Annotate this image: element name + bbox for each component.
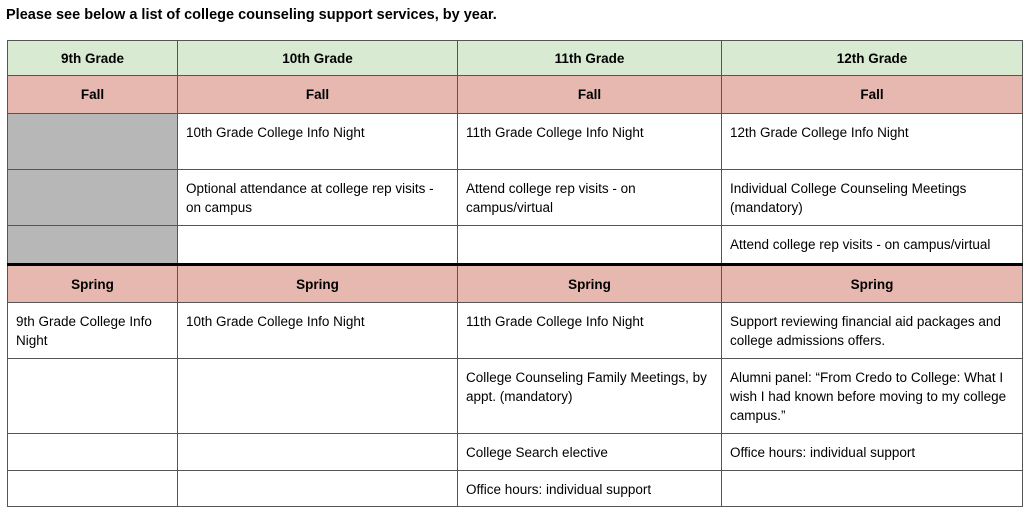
table-cell: Attend college rep visits - on campus/virtual (458, 170, 722, 226)
table-cell (178, 226, 458, 265)
table-cell: Alumni panel: “From Credo to College: What I wish I had known before moving to my college campus.” (722, 359, 1023, 434)
table-row (8, 434, 1023, 471)
table-cell: 11th Grade College Info Night (458, 303, 722, 359)
grade-header-9: 9th Grade (8, 41, 178, 76)
table-cell: Optional attendance at college rep visits - on campus (178, 170, 458, 226)
table-cell (8, 434, 178, 471)
season-label-spring: Spring (722, 265, 1023, 303)
table-cell (8, 359, 178, 434)
table-cell: Office hours: individual support (458, 471, 722, 507)
grade-header-row (8, 41, 1023, 76)
services-table (7, 40, 1023, 507)
table-cell: 11th Grade College Info Night (458, 114, 722, 170)
season-label-fall: Fall (722, 76, 1023, 114)
table-row (8, 303, 1023, 359)
table-row (8, 226, 1023, 265)
table-cell (458, 226, 722, 265)
table-cell (722, 471, 1023, 507)
table-cell: College Counseling Family Meetings, by appt. (mandatory) (458, 359, 722, 434)
empty-cell (8, 170, 178, 226)
grade-header-11: 11th Grade (458, 41, 722, 76)
season-label-spring: Spring (8, 265, 178, 303)
table-row (8, 471, 1023, 507)
empty-cell (8, 114, 178, 170)
table-row (8, 170, 1023, 226)
table-cell: Support reviewing financial aid packages and college admissions offers. (722, 303, 1023, 359)
season-label-fall: Fall (458, 76, 722, 114)
table-cell: 12th Grade College Info Night (722, 114, 1023, 170)
table-cell: Attend college rep visits - on campus/virtual (722, 226, 1023, 265)
spring-header-row (8, 265, 1023, 303)
table-row (8, 114, 1023, 170)
season-label-spring: Spring (458, 265, 722, 303)
table-cell (178, 471, 458, 507)
table-cell: 10th Grade College Info Night (178, 114, 458, 170)
season-label-fall: Fall (178, 76, 458, 114)
grade-header-10: 10th Grade (178, 41, 458, 76)
fall-header-row (8, 76, 1023, 114)
grade-header-12: 12th Grade (722, 41, 1023, 76)
table-cell (178, 359, 458, 434)
table-cell: Individual College Counseling Meetings (mandatory) (722, 170, 1023, 226)
empty-cell (8, 226, 178, 265)
page-intro: Please see below a list of college counseling support services, by year. (6, 7, 497, 23)
table-cell: College Search elective (458, 434, 722, 471)
table-cell: 10th Grade College Info Night (178, 303, 458, 359)
table-cell (178, 434, 458, 471)
season-label-fall: Fall (8, 76, 178, 114)
table-cell: 9th Grade College Info Night (8, 303, 178, 359)
season-label-spring: Spring (178, 265, 458, 303)
table-cell (8, 471, 178, 507)
table-cell: Office hours: individual support (722, 434, 1023, 471)
table-row (8, 359, 1023, 434)
